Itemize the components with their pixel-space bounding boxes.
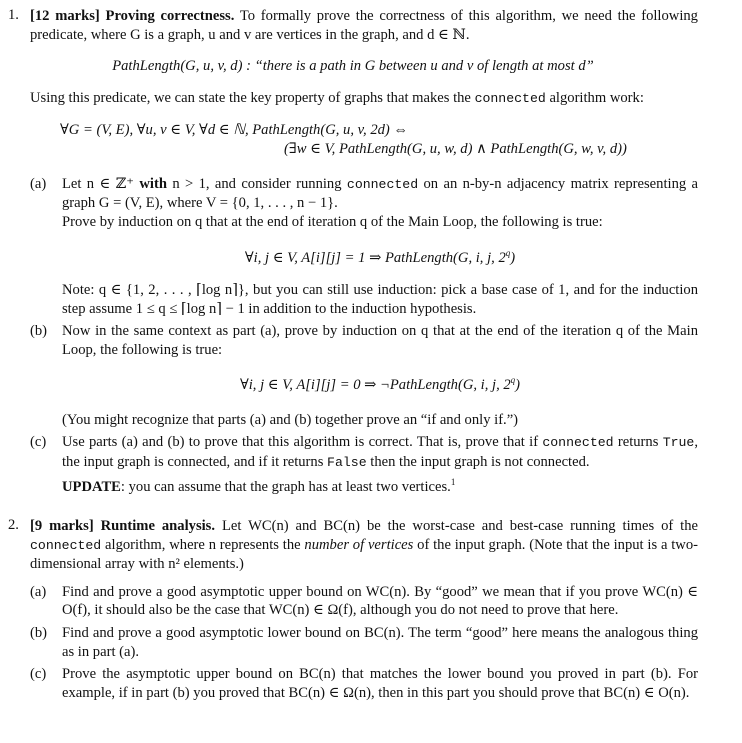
part-1a-note: Note: q ∈ {1, 2, . . . , ⌈log n⌉}, but you can still use induction: pick a base case of 1, and for the induction step assume 1 ≤ q ≤ ⌈log n⌉ − 1 in addition to the induction hypothesis.: [62, 282, 698, 317]
question-text: Let WC(n) and BC(n) be the worst-case and best-case running times of the: [221, 518, 698, 534]
formula-text: ): [515, 377, 521, 394]
part-1b: [30, 322, 698, 429]
key-property-formula: [60, 121, 698, 159]
formula-line-1: ∀G = (V, E), ∀u, v ∈ V, ∀d ∈ ℕ, PathLength(G, u, v, 2d) ⇔: [60, 121, 409, 138]
key-property-prefix: Using this predicate, we can state the key property of graphs that makes the: [30, 90, 475, 107]
part-label: (a): [30, 175, 47, 192]
code-false: False: [327, 455, 367, 471]
formula-exponent: q: [510, 375, 516, 386]
update-text: : you can assume that the graph has at least two vertices.: [120, 478, 451, 495]
part-2b: [30, 624, 698, 661]
part-1b-aside: (You might recognize that parts (a) and (b) together prove an “if and only if.”): [62, 411, 519, 428]
part-1c-text: returns: [613, 434, 663, 451]
part-1b-formula: [62, 371, 698, 394]
update-note: [62, 473, 698, 496]
part-1a-text: Let n ∈ ℤ⁺: [62, 175, 140, 192]
part-2a: [30, 583, 698, 620]
part-1a-formula: [62, 244, 698, 267]
question-text: of the input graph. (Note that the input is a two-dimensional array with n² elements.): [30, 536, 698, 573]
question-marks: [9 marks]: [30, 518, 94, 534]
part-1a-with: with: [139, 175, 167, 192]
question-2: [8, 517, 698, 702]
part-label: (a): [30, 583, 47, 600]
part-2a-text: Find and prove a good asymptotic upper bound on WC(n). By “good” we mean that if you prove WC(n) ∈ O(f), it should also be the case that WC(n) ∈ Ω(f), although you do not need to prove that here.: [62, 583, 698, 619]
part-label: (b): [30, 323, 48, 340]
part-1a-text: n > 1, and consider running: [166, 175, 347, 192]
part-1c-text: then the input graph is not connected.: [366, 454, 590, 471]
emphasis-text: number of vertices: [304, 536, 414, 553]
formula-text: ∀i, j ∈ V, A[i][j] = 1 ⇒ PathLength(G, i, j, 2: [244, 249, 506, 266]
code-connected: connected: [346, 176, 419, 192]
question-1: [8, 7, 698, 496]
part-1b-text: Now in the same context as part (a), prove by induction on q that at the end of the iteration q of the Main Loop, the following is true:: [62, 323, 698, 358]
predicate-definition: PathLength(G, u, v, d) : “there is a path in G between u and v of length at most d”: [112, 58, 594, 75]
question-number: 1.: [8, 7, 19, 23]
update-label: UPDATE: [62, 478, 121, 495]
question-text: algorithm, where n represents the: [101, 536, 305, 553]
question-marks: [12 marks]: [30, 8, 100, 24]
code-connected: connected: [30, 537, 102, 553]
part-2c-text: Prove the asymptotic upper bound on BC(n) that matches the lower bound you proved in part (b). For example, if in part (b) you proved that BC(n) ∈ Ω(n), then in this part you should prove that BC(n) ∈ O(n).: [62, 666, 698, 701]
question-title: Proving correctness.: [105, 8, 235, 24]
part-1c-text: Use parts (a) and (b) to prove that this algorithm is correct. That is, prove that if: [62, 434, 543, 451]
part-1a: [30, 175, 698, 318]
footnote-marker[interactable]: 1: [450, 476, 456, 487]
formula-text: ): [510, 249, 516, 266]
question-title: Runtime analysis.: [100, 518, 216, 534]
question-number: 2.: [8, 517, 19, 533]
code-true: True: [662, 435, 695, 451]
part-label: (c): [30, 434, 47, 451]
question-intro: To formally prove the correctness of this algorithm, we need the following predicate, where G is a graph, u and v are vertices in the graph, and d ∈ ℕ.: [30, 8, 698, 43]
part-1a-instruction: Prove by induction on q that at the end of iteration q of the Main Loop, the following is true:: [62, 213, 603, 230]
key-property-text: [30, 89, 698, 109]
part-1c: [30, 433, 698, 496]
code-connected: connected: [474, 91, 546, 107]
part-1a-text: on an n-by-n adjacency matrix representing a graph G = (V, E), where V = {0, 1, . . . , n − 1}.: [62, 175, 699, 212]
part-label: (b): [30, 624, 48, 641]
part-1c-text: , the input graph is connected, and if it returns: [62, 434, 698, 471]
formula-line-2: (∃w ∈ V, PathLength(G, u, w, d) ∧ PathLength(G, w, v, d)): [284, 140, 627, 157]
part-2c: [30, 665, 698, 702]
code-connected: connected: [542, 435, 614, 451]
key-property-suffix: algorithm work:: [545, 90, 644, 107]
part-2b-text: Find and prove a good asymptotic lower bound on BC(n). The term “good” here means the analogous thing as in part (a).: [62, 624, 698, 660]
formula-exponent: q: [505, 247, 511, 258]
formula-text: ∀i, j ∈ V, A[i][j] = 0 ⇒ ¬PathLength(G, i, j, 2: [239, 377, 511, 394]
part-label: (c): [30, 666, 47, 683]
